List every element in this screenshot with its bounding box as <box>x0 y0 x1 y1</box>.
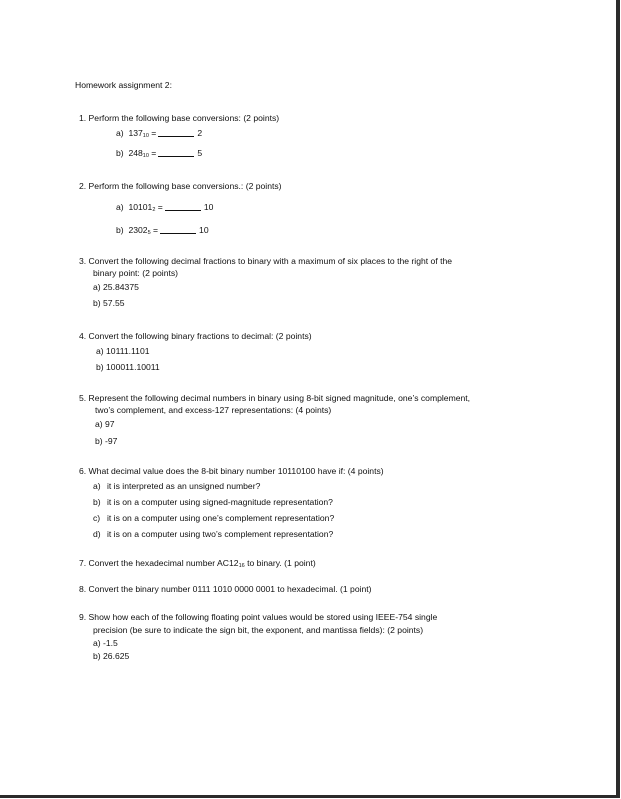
question-1-prompt: 1. Perform the following base conversions: (2 points) <box>79 113 280 123</box>
q7-prompt-post: to binary. (1 point) <box>244 558 316 568</box>
q6b-label: b) <box>93 497 101 507</box>
page-title: Homework assignment 2: <box>75 80 172 90</box>
q1a-label: a) <box>116 128 124 138</box>
question-9-prompt-line2: precision (be sure to indicate the sign bit, the exponent, and mantissa fields): (2 points) <box>93 625 424 635</box>
question-7-prompt <box>79 558 316 572</box>
q7-prompt-pre: 7. Convert the hexadecimal number AC12 <box>79 558 239 568</box>
question-1a <box>116 128 202 142</box>
q1b-number: 248 <box>128 148 143 158</box>
answer-blank <box>158 128 194 137</box>
q1b-target-base: 5 <box>197 148 203 158</box>
q1a-target-base: 2 <box>197 128 203 138</box>
question-6b <box>93 497 333 508</box>
q6a-label: a) <box>93 481 101 491</box>
question-6-prompt: 6. What decimal value does the 8-bit binary number 10110100 have if: (4 points) <box>79 466 384 476</box>
question-3a: a) 25.84375 <box>93 282 139 292</box>
question-9b: b) 26.625 <box>93 651 130 661</box>
question-3-prompt-line1: 3. Convert the following decimal fractions to binary with a maximum of six places to the right of the <box>79 256 453 266</box>
q2a-equals: = <box>157 202 163 212</box>
q6b-text: it is on a computer using signed-magnitude representation? <box>107 497 333 507</box>
question-4b: b) 100011.10011 <box>96 362 160 372</box>
question-6c <box>93 513 334 524</box>
question-5-prompt-line1: 5. Represent the following decimal numbers in binary using 8-bit signed magnitude, one’s complement, <box>79 393 471 403</box>
q2a-label: a) <box>116 202 124 212</box>
question-9a: a) -1.5 <box>93 638 118 648</box>
question-6d <box>93 529 333 540</box>
q1a-equals: = <box>151 128 157 138</box>
question-3-prompt-line2: binary point: (2 points) <box>93 268 179 278</box>
q6a-text: it is interpreted as an unsigned number? <box>107 481 261 491</box>
q2b-number: 2302 <box>128 225 148 235</box>
question-1b <box>116 148 202 162</box>
q6d-label: d) <box>93 529 101 539</box>
q2b-equals: = <box>153 225 159 235</box>
answer-blank <box>160 225 196 234</box>
question-2b <box>116 225 209 239</box>
q7-base: 16 <box>238 563 245 569</box>
q6c-label: c) <box>93 513 101 523</box>
q6d-text: it is on a computer using two’s complement representation? <box>107 529 334 539</box>
q2b-base: 5 <box>147 230 151 236</box>
q6c-text: it is on a computer using one’s complement representation? <box>107 513 335 523</box>
question-8-prompt: 8. Convert the binary number 0111 1010 0000 0001 to hexadecimal. (1 point) <box>79 584 372 594</box>
q2b-label: b) <box>116 225 124 235</box>
question-5a: a) 97 <box>95 419 115 429</box>
q1a-base: 10 <box>142 133 149 139</box>
question-3b: b) 57.55 <box>93 298 125 308</box>
q1b-label: b) <box>116 148 124 158</box>
q1a-number: 137 <box>128 128 143 138</box>
question-5-prompt-line2: two’s complement, and excess-127 representations: (4 points) <box>95 405 332 415</box>
q1b-equals: = <box>151 148 157 158</box>
question-6a <box>93 481 260 492</box>
question-4-prompt: 4. Convert the following binary fractions to decimal: (2 points) <box>79 331 312 341</box>
answer-blank <box>165 202 201 211</box>
q2b-target-base: 10 <box>199 225 209 235</box>
q2a-base: 2 <box>152 207 156 213</box>
q2a-number: 10101 <box>128 202 153 212</box>
question-5b: b) -97 <box>95 436 118 446</box>
answer-blank <box>158 148 194 157</box>
q2a-target-base: 10 <box>203 202 214 212</box>
question-4a: a) 10111.1101 <box>96 346 150 356</box>
question-9-prompt-line1: 9. Show how each of the following floating point values would be stored using IEEE-754 single <box>79 612 438 622</box>
question-2-prompt: 2. Perform the following base conversions.: (2 points) <box>79 181 282 191</box>
question-2a <box>116 202 213 216</box>
q1b-base: 10 <box>142 153 149 159</box>
